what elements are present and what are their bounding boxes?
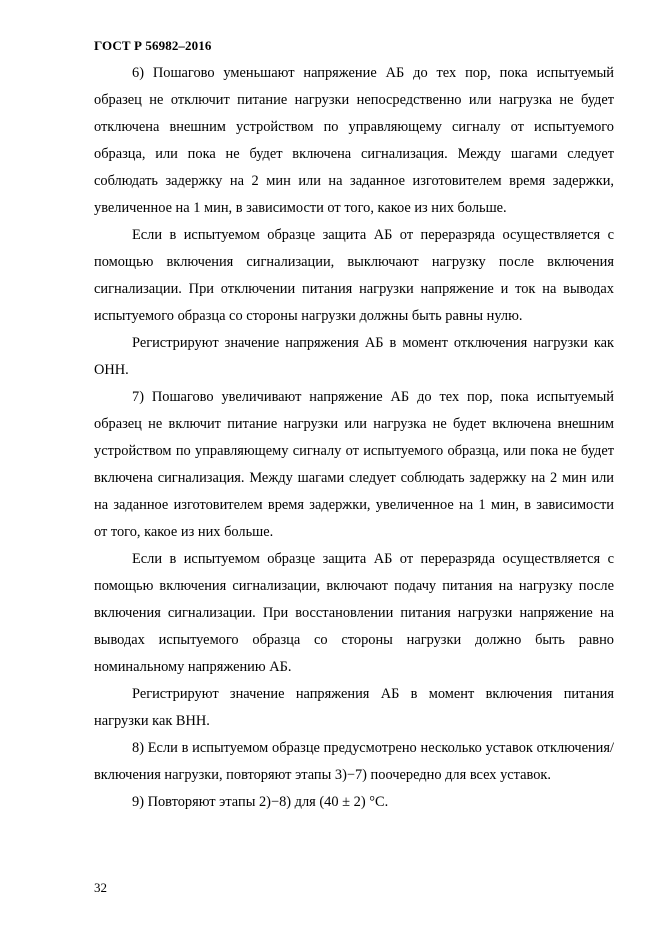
paragraph-step-9: 9) Повторяют этапы 2)−8) для (40 ± 2) °С. <box>132 794 389 810</box>
paragraph-alarm-reconnect: Если в испытуемом образце защита АБ от переразряда осуществляется с помощью включения сигнализации, включают подачу питания на нагрузку после включения сигнализации. При восстановлении питания нагрузки напряжение на выводах испытуемого образца со стороны нагрузки должно быть равно номинальному напряжению АБ. <box>94 551 614 675</box>
document-body <box>94 60 614 816</box>
paragraph-step-8: 8) Если в испытуемом образце предусмотрено несколько уставок отключения/включения нагрузки, повторяют этапы 3)−7) поочередно для всех уставок. <box>94 740 614 783</box>
paragraph-register-vnn: Регистрируют значение напряжения АБ в момент включения питания нагрузки как ВНН. <box>94 686 614 729</box>
paragraph-alarm-disconnect: Если в испытуемом образце защита АБ от переразряда осуществляется с помощью включения сигнализации, выключают нагрузку после включения сигнализации. При отключении питания нагрузки напряжение и ток на выводах испытуемого образца со стороны нагрузки должны быть равны нулю. <box>94 227 614 324</box>
paragraph-step-7: 7) Пошагово увеличивают напряжение АБ до тех пор, пока испытуемый образец не включит питание нагрузки или нагрузка не будет включена внешним устройством по управляющему сигналу от испытуемого образца, или пока не будет включена сигнализация. Между шагами следует соблюдать задержку на 2 мин или на заданное изготовителем время задержки, увеличенное на 1 мин, в зависимости от того, какое из них больше. <box>94 389 614 540</box>
page-number: 32 <box>94 880 107 895</box>
document-header: ГОСТ Р 56982–2016 <box>94 38 212 53</box>
paragraph-step-6: 6) Пошагово уменьшают напряжение АБ до тех пор, пока испытуемый образец не отключит питание нагрузки непосредственно или нагрузка не будет отключена внешним устройством по управляющему сигналу от испытуемого образца, или пока не будет включена сигнализация. Между шагами следует соблюдать задержку на 2 мин или на заданное изготовителем время задержки, увеличенное на 1 мин, в зависимости от того, какое из них больше. <box>94 65 614 216</box>
paragraph-register-onn: Регистрируют значение напряжения АБ в момент отключения нагрузки как ОНН. <box>94 335 614 378</box>
